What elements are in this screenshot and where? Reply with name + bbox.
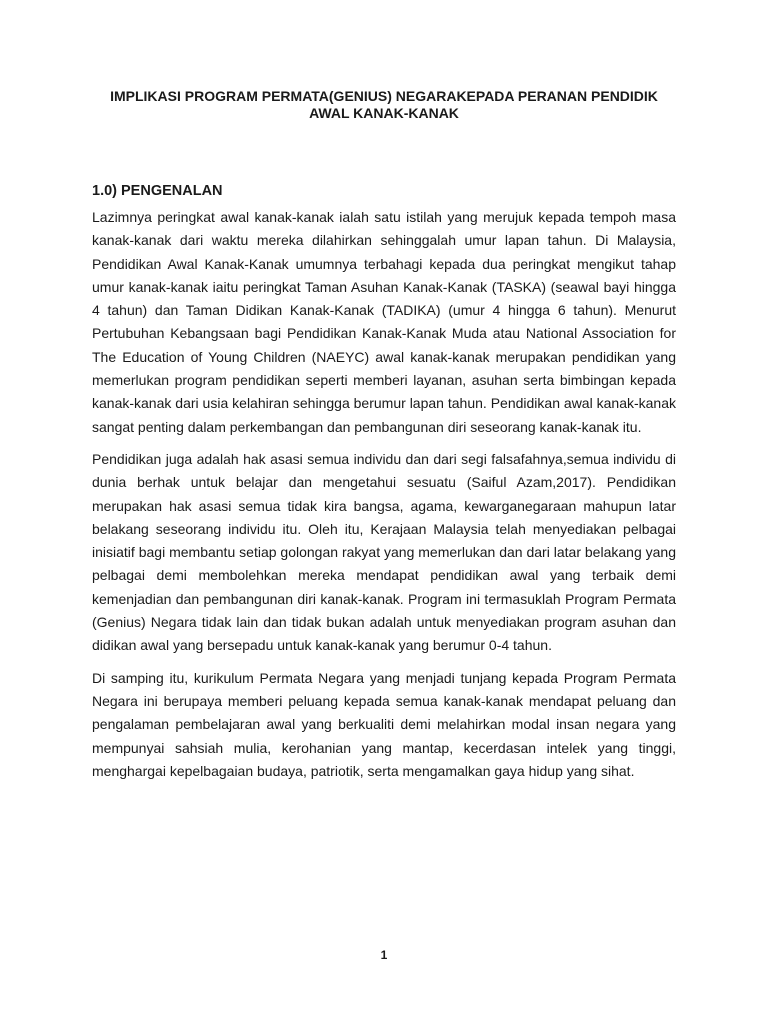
paragraph-2: Pendidikan juga adalah hak asasi semua individu dan dari segi falsafahnya,semua individu di dunia berhak untuk belajar dan mengetahui sesuatu (Saiful Azam,2017). Pendidikan merupakan hak asasi semua tidak kira bangsa, agama, kewarganegaraan mahupun latar belakang seseorang individu itu. Oleh itu, Kerajaan Malaysia telah menyediakan pelbagai inisiatif bagi membantu setiap golongan rakyat yang memerlukan dan dari latar belakang yang pelbagai demi membolehkan mereka mendapat pendidikan awal yang terbaik demi kemenjadian dan pembangunan diri kanak-kanak. Program ini termasuklah Program Permata (Genius) Negara tidak lain dan tidak bukan adalah untuk menyediakan program asuhan dan didikan awal yang bersepadu untuk kanak-kanak yang berumur 0-4 tahun. — [92, 450, 676, 654]
document-body — [92, 206, 676, 792]
page-number: 1 — [380, 948, 388, 962]
document-title-line-2: AWAL KANAK-KANAK — [309, 105, 459, 121]
paragraph-3: Di samping itu, kurikulum Permata Negara yang menjadi tunjang kepada Program Permata Negara ini berupaya memberi peluang kepada semua kanak-kanak mendapat peluang dan pengalaman pembelajaran awal yang berkualiti demi melahirkan modal insan negara yang mempunyai sahsiah mulia, kerohanian yang mantap, kecerdasan intelek yang tinggi, menghargai kepelbagaian budaya, patriotik, serta mengamalkan gaya hidup yang sihat. — [92, 669, 676, 779]
section-heading: 1.0) PENGENALAN — [92, 183, 223, 199]
document-title — [92, 88, 676, 122]
paragraph-1: Lazimnya peringkat awal kanak-kanak ialah satu istilah yang merujuk kepada tempoh masa kanak-kanak dari waktu mereka dilahirkan sehinggalah umur lapan tahun. Di Malaysia, Pendidikan Awal Kanak-Kanak umumnya terbahagi kepada dua peringkat mengikut tahap umur kanak-kanak iaitu peringkat Taman Asuhan Kanak-Kanak (TASKA) (seawal bayi hingga 4 tahun) dan Taman Didikan Kanak-Kanak (TADIKA) (umur 4 hingga 6 tahun). Menurut Pertubuhan Kebangsaan bagi Pendidikan Kanak-Kanak Muda atau National Association for The Education of Young Children (NAEYC) awal kanak-kanak merupakan pendidikan yang memerlukan program pendidikan seperti memberi layanan, asuhan serta bimbingan kepada kanak-kanak dari usia kelahiran sehingga berumur lapan tahun. Pendidikan awal kanak-kanak sangat penting dalam perkembangan dan pembangunan diri seseorang kanak-kanak itu. — [92, 209, 676, 435]
document-title-line-1: IMPLIKASI PROGRAM PERMATA(GENIUS) NEGARAKEPADA PERANAN PENDIDIK — [110, 88, 658, 104]
